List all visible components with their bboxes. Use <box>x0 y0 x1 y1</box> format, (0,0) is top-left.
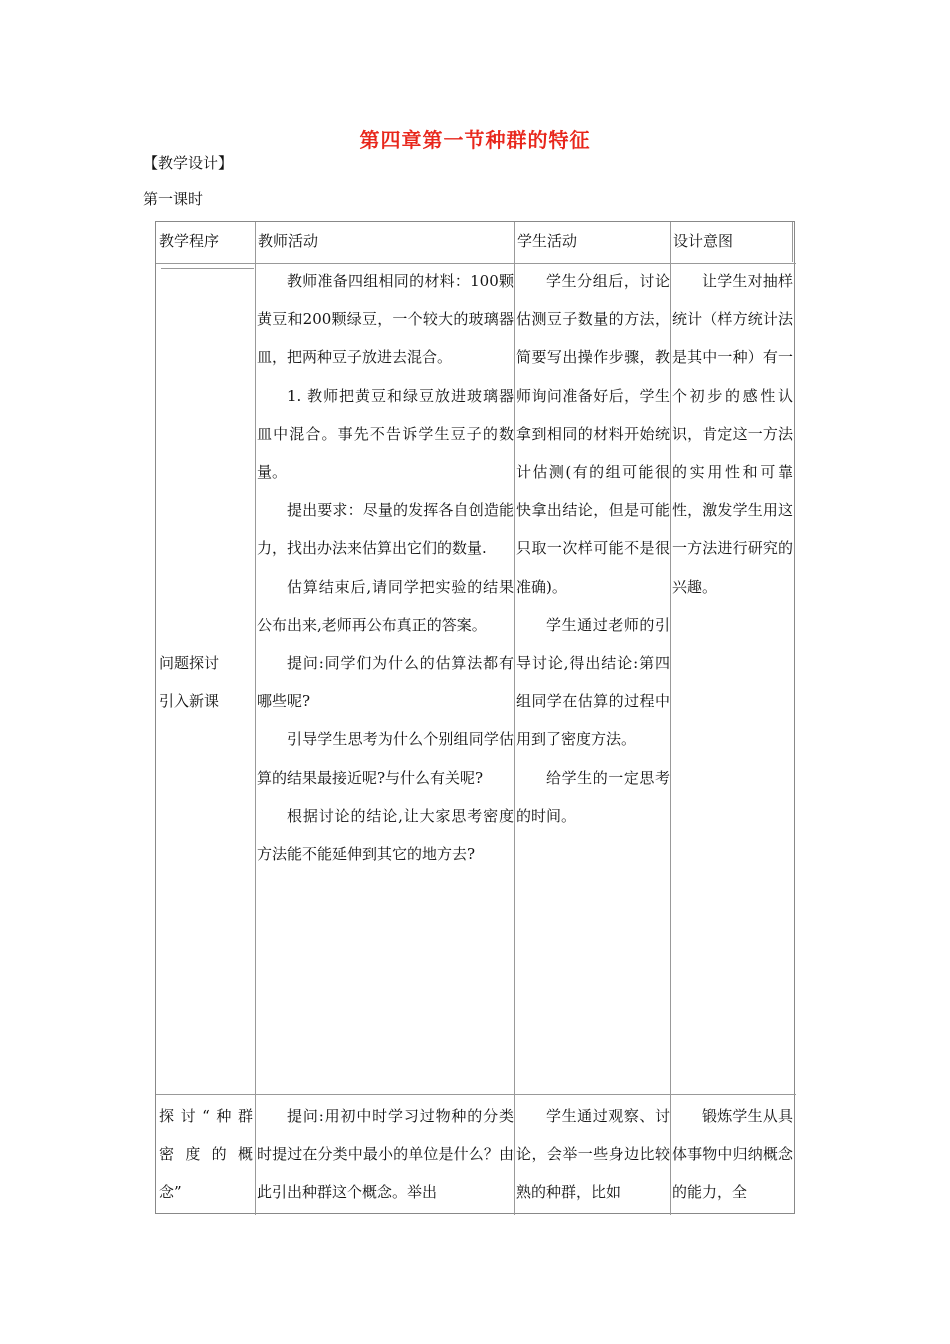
student-paragraph: 学生通过老师的引导讨论,得出结论:第四组同学在估算的过程中用到了密度方法。 <box>516 615 670 749</box>
teacher-paragraph: 提问:用初中时学习过物种的分类时提过在分类中最小的单位是什么？由此引出种群这个概念。举出 <box>257 1107 514 1202</box>
section-heading: 【教学设计】 <box>143 154 234 172</box>
student-cell-row1 <box>516 262 670 835</box>
row-divider <box>161 268 254 269</box>
stage-line: 探讨“种群 <box>159 1107 253 1125</box>
lesson-plan-table <box>155 221 795 1214</box>
column-divider <box>255 222 256 1215</box>
teacher-cell-row2 <box>257 1097 514 1212</box>
header-student: 学生活动 <box>517 232 578 250</box>
student-paragraph: 给学生的一定思考的时间。 <box>516 768 670 825</box>
teacher-paragraph: 根据讨论的结论,让大家思考密度方法能不能延伸到其它的地方去? <box>257 806 514 864</box>
stage-line: 引入新课 <box>159 692 220 710</box>
student-cell-row2 <box>516 1097 670 1212</box>
teacher-paragraph: 估算结束后,请同学把实验的结果公布出来,老师再公布真正的答案。 <box>257 577 514 634</box>
intent-cell-row1 <box>672 262 793 606</box>
teacher-paragraph: 1. 教师把黄豆和绿豆放进玻璃器皿中混合。事先不告诉学生豆子的数量。 <box>257 386 514 482</box>
teacher-paragraph: 教师准备四组相同的材料：100颗黄豆和200颗绿豆，一个较大的玻璃器皿，把两种豆子放进去混合。 <box>257 272 514 367</box>
teacher-paragraph: 提出要求：尽量的发挥各自创造能力，找出办法来估算出它们的数量. <box>257 501 514 558</box>
student-paragraph: 学生通过观察、讨论，会举一些身边比较熟的种群，比如 <box>516 1107 670 1202</box>
column-divider <box>792 222 793 262</box>
stage-cell-row2 <box>159 1097 253 1211</box>
intent-cell-row2 <box>672 1097 793 1212</box>
intent-paragraph: 让学生对抽样统计（样方统计法是其中一种）有一个初步的感性认识，肯定这一方法的实用性和可靠性，激发学生用这一方法进行研究的兴趣。 <box>672 272 793 596</box>
header-stage: 教学程序 <box>159 232 220 250</box>
teacher-paragraph: 提问:同学们为什么的估算法都有哪些呢? <box>257 654 514 711</box>
intent-paragraph: 锻炼学生从具体事物中归纳概念的能力，全 <box>672 1107 793 1202</box>
teacher-paragraph: 引导学生思考为什么个别组同学估算的结果最接近呢?与什么有关呢? <box>257 730 514 787</box>
column-divider <box>670 222 671 1215</box>
stage-line: 密度的概 <box>159 1145 253 1163</box>
stage-line: 问题探讨 <box>159 654 220 672</box>
lesson-label: 第一课时 <box>143 190 204 208</box>
stage-line: 念” <box>159 1183 182 1201</box>
teacher-cell-row1 <box>257 262 514 873</box>
document-title: 第四章第一节种群的特征 <box>359 128 591 152</box>
header-intent: 设计意图 <box>673 232 734 250</box>
row-divider <box>156 1094 796 1095</box>
header-teacher: 教师活动 <box>258 232 319 250</box>
column-divider <box>514 222 515 1215</box>
stage-cell-row1 <box>159 644 219 720</box>
student-paragraph: 学生分组后，讨论估测豆子数量的方法，简要写出操作步骤，教师询问准备好后，学生拿到相同的材料开始统计估测(有的组可能很快拿出结论，但是可能只取一次样可能不是很准确)。 <box>516 272 670 596</box>
